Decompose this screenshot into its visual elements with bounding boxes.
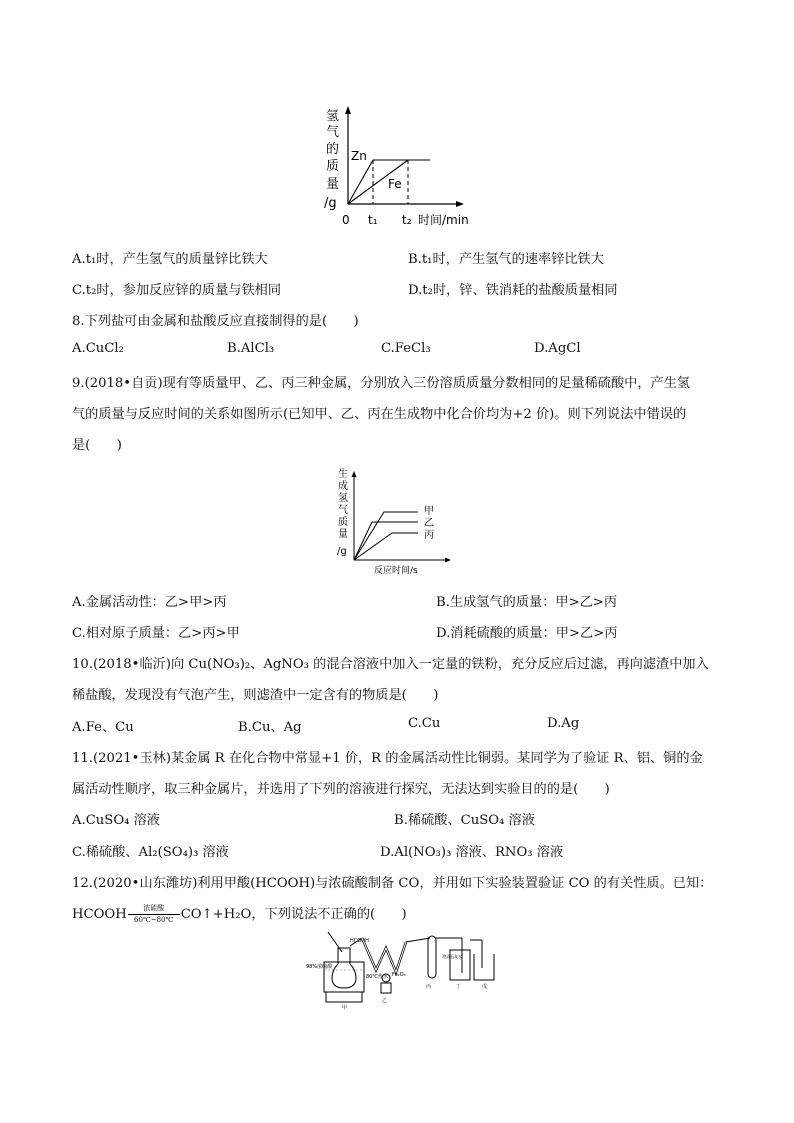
label-limewater: 澄清石灰水 bbox=[442, 954, 462, 959]
fig1-ylabel-char: 的 bbox=[326, 142, 340, 157]
q9-option-b: B.生成氢气的质量：甲>乙>丙 bbox=[436, 595, 618, 610]
fig1-zn-label: Zn bbox=[351, 149, 367, 163]
q12-condition-top: 浓硫酸 bbox=[143, 903, 165, 912]
fig2-ylabel-char: 氢 bbox=[338, 493, 348, 504]
label-jia: 甲 bbox=[342, 1005, 348, 1010]
label-bing: 丙 bbox=[426, 984, 432, 990]
q8-option-a: A.CuCl₂ bbox=[72, 341, 124, 356]
q9-option-a: A.金属活动性：乙>甲>丙 bbox=[72, 595, 227, 610]
fig1-ylabel-char: /g bbox=[324, 196, 337, 211]
beaker-wu bbox=[474, 954, 494, 980]
fig1-ylabel-char: 质 bbox=[326, 159, 340, 174]
fig1-origin: 0 bbox=[342, 213, 350, 227]
fig1-ylabel-char: 氢 bbox=[326, 109, 340, 124]
fig2-ylabel-char: 生 bbox=[338, 469, 348, 480]
fig1-fe-label: Fe bbox=[388, 177, 402, 191]
q8-option-b: B.AlCl₃ bbox=[227, 341, 275, 356]
fig2-yi-line bbox=[354, 522, 418, 560]
fig1-zn-line bbox=[348, 160, 373, 204]
q12-formula-left: HCOOH bbox=[72, 907, 127, 922]
q10-option-a: A.Fe、Cu bbox=[72, 720, 134, 735]
fig2-jia-label: 甲 bbox=[424, 506, 434, 517]
fig2-bing-label: 丙 bbox=[424, 530, 434, 541]
alcohol-lamp bbox=[381, 983, 391, 993]
q11-option-d: D.Al(NO₃)₃ 溶液、RNO₃ 溶液 bbox=[380, 845, 564, 860]
label-ding: 丁 bbox=[456, 984, 462, 990]
label-acid: 98%浓硫酸 bbox=[306, 964, 333, 970]
fig2-y-arrow bbox=[352, 471, 357, 477]
fig2-ylabel-char: 气 bbox=[338, 505, 348, 516]
fig2-ylabel-char: /g bbox=[337, 546, 347, 557]
label-fe2o3: Fe₂O₃ bbox=[392, 972, 406, 978]
test-tube-bing bbox=[428, 936, 436, 978]
q7-option-a: A.t₁时，产生氢气的质量锌比铁大 bbox=[72, 252, 268, 267]
fig2-yi-label: 乙 bbox=[424, 518, 434, 529]
q12-stem-line1: 12.(2020•山东潍坊)利用甲酸(HCOOH)与浓硫酸制备 CO，并用如下实验装置验证 CO 的有关性质。已知： bbox=[72, 876, 713, 891]
fig1-xlabel: 时间/min bbox=[418, 213, 469, 227]
label-yi: 乙 bbox=[382, 998, 388, 1004]
q11-stem-line1: 11.(2021•玉林)某金属 R 在化合物中常显+1 价，R 的金属活动性比铜弱。某同学为了验证 R、铝、铜的金 bbox=[72, 751, 703, 766]
q9-option-c: C.相对原子质量：乙>丙>甲 bbox=[72, 626, 240, 641]
q12-condition-bottom: 60℃~80℃ bbox=[134, 915, 174, 924]
q9-stem-line2: 气的质量与反应时间的关系如图所示(已知甲、乙、丙在生成物中化合价均为+2 价)。则下列说法中错误的 bbox=[72, 407, 687, 422]
q12-formula-right: CO↑+H₂O，下列说法不正确的( ) bbox=[180, 907, 407, 922]
q9-option-d: D.消耗硫酸的质量：甲>乙>丙 bbox=[436, 626, 618, 641]
q8-option-d: D.AgCl bbox=[534, 341, 581, 356]
stand-base bbox=[326, 992, 362, 1002]
q12-formula-line bbox=[72, 903, 407, 922]
fig2-bing-line bbox=[354, 533, 418, 560]
q10-stem-line1: 10.(2018•临沂)向 Cu(NO₃)₂、AgNO₃ 的混合溶液中加入一定量的铁粉，充分反应后过滤，再向滤渣中加入 bbox=[72, 657, 709, 672]
q11-option-a: A.CuSO₄ 溶液 bbox=[72, 813, 160, 828]
label-hot-water: 80℃热水 bbox=[366, 974, 388, 980]
fig1-ylabel-char: 气 bbox=[326, 125, 340, 140]
fig2-ylabel-char: 质 bbox=[338, 517, 348, 528]
figure-co-apparatus bbox=[302, 928, 498, 1010]
figure-zn-fe-hydrogen bbox=[318, 104, 483, 230]
fig1-x-arrow bbox=[456, 201, 464, 207]
q10-option-d: D.Ag bbox=[547, 716, 580, 731]
fig2-ylabel-char: 成 bbox=[338, 481, 348, 492]
dropping-funnel bbox=[328, 932, 342, 952]
fig2-xlabel: 反应时间/s bbox=[374, 566, 418, 576]
q8-option-c: C.FeCl₃ bbox=[381, 341, 431, 356]
q12-condition-arrow bbox=[128, 914, 180, 915]
q12-reaction-condition bbox=[128, 903, 180, 924]
flask bbox=[332, 948, 356, 988]
q8-stem: 8.下列盐可由金属和盐酸反应直接制得的是( ) bbox=[72, 314, 359, 329]
q9-stem-line1: 9.(2018•自贡)现有等质量甲、乙、丙三种金属，分别放入三份溶质质量分数相同的足量稀硫酸中，产生氢 bbox=[72, 376, 691, 391]
figure-three-metals bbox=[334, 465, 459, 577]
q10-stem-line2: 稀盐酸，发现没有气泡产生，则滤渣中一定含有的物质是( ) bbox=[72, 688, 439, 703]
q10-option-c: C.Cu bbox=[408, 716, 441, 731]
fig1-t2-label: t₂ bbox=[402, 213, 412, 227]
fig1-y-arrow bbox=[345, 106, 351, 114]
q10-option-b: B.Cu、Ag bbox=[238, 720, 302, 735]
fig1-t1-label: t₁ bbox=[368, 213, 378, 227]
q7-option-d: D.t₂时，锌、铁消耗的盐酸质量相同 bbox=[408, 283, 618, 298]
fig2-ylabel-char: 量 bbox=[338, 529, 348, 540]
label-wu: 戊 bbox=[482, 984, 488, 990]
fig2-x-arrow bbox=[445, 558, 451, 563]
q9-stem-line3: 是( ) bbox=[72, 438, 122, 453]
q11-option-c: C.稀硫酸、Al₂(SO₄)₃ 溶液 bbox=[72, 845, 229, 860]
label-hcooh: HCOOH bbox=[350, 938, 369, 944]
q7-option-b: B.t₁时，产生氢气的速率锌比铁大 bbox=[408, 252, 604, 267]
fig1-ylabel-char: 量 bbox=[326, 177, 340, 192]
q7-option-c: C.t₂时，参加反应锌的质量与铁相同 bbox=[72, 283, 282, 298]
q11-option-b: B.稀硫酸、CuSO₄ 溶液 bbox=[394, 813, 535, 828]
connector-tube bbox=[406, 938, 430, 942]
q11-stem-line2: 属活动性顺序，取三种金属片，并选用了下列的溶液进行探究，无法达到实验目的的是( ) bbox=[72, 782, 610, 797]
